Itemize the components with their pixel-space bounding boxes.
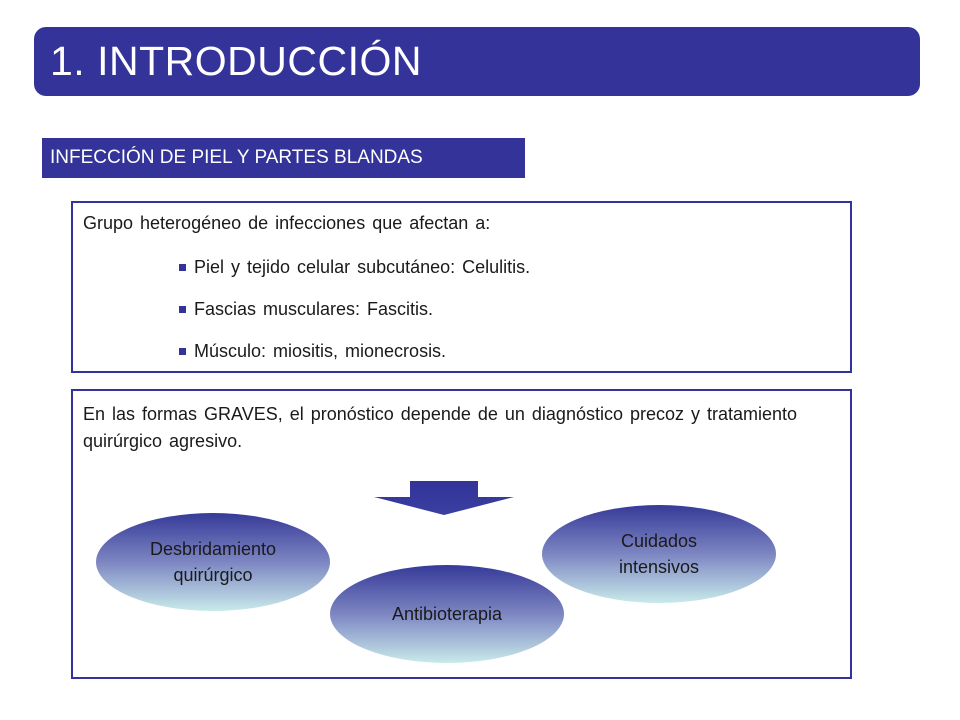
ellipse-label: intensivos bbox=[618, 557, 700, 577]
list-item bbox=[179, 257, 530, 299]
square-bullet-icon bbox=[179, 306, 186, 313]
ellipse-label: Cuidados bbox=[620, 531, 698, 551]
treatment-text: En las formas GRAVES, el pronóstico depende de un diagnóstico precoz y tratamiento quirúrgico agresivo. bbox=[83, 404, 798, 451]
definition-box bbox=[71, 201, 852, 373]
list-item-text: Músculo: miositis, mionecrosis. bbox=[194, 341, 447, 361]
ellipse-label: quirúrgico bbox=[173, 565, 253, 585]
definition-intro: Grupo heterogéneo de infecciones que afectan a: bbox=[83, 213, 491, 233]
list-item-text: Fascias musculares: Fascitis. bbox=[194, 299, 434, 319]
bullet-list bbox=[179, 257, 530, 383]
section-subtitle: INFECCIÓN DE PIEL Y PARTES BLANDAS bbox=[42, 138, 525, 178]
square-bullet-icon bbox=[179, 348, 186, 355]
treatment-box bbox=[71, 389, 852, 679]
ellipse-antibioterapia bbox=[330, 565, 564, 663]
list-item bbox=[179, 341, 530, 383]
down-arrow-icon bbox=[374, 481, 514, 515]
ellipse-desbridamiento bbox=[96, 513, 330, 611]
ellipse-cuidados-intensivos bbox=[542, 505, 776, 603]
list-item-text: Piel y tejido celular subcutáneo: Celulitis. bbox=[194, 257, 531, 277]
title-bar bbox=[34, 27, 920, 96]
ellipse-label: Desbridamiento bbox=[149, 539, 277, 559]
ellipse-label: Antibioterapia bbox=[391, 604, 503, 624]
square-bullet-icon bbox=[179, 264, 186, 271]
page-title: 1. INTRODUCCIÓN bbox=[50, 38, 422, 84]
list-item bbox=[179, 299, 530, 341]
